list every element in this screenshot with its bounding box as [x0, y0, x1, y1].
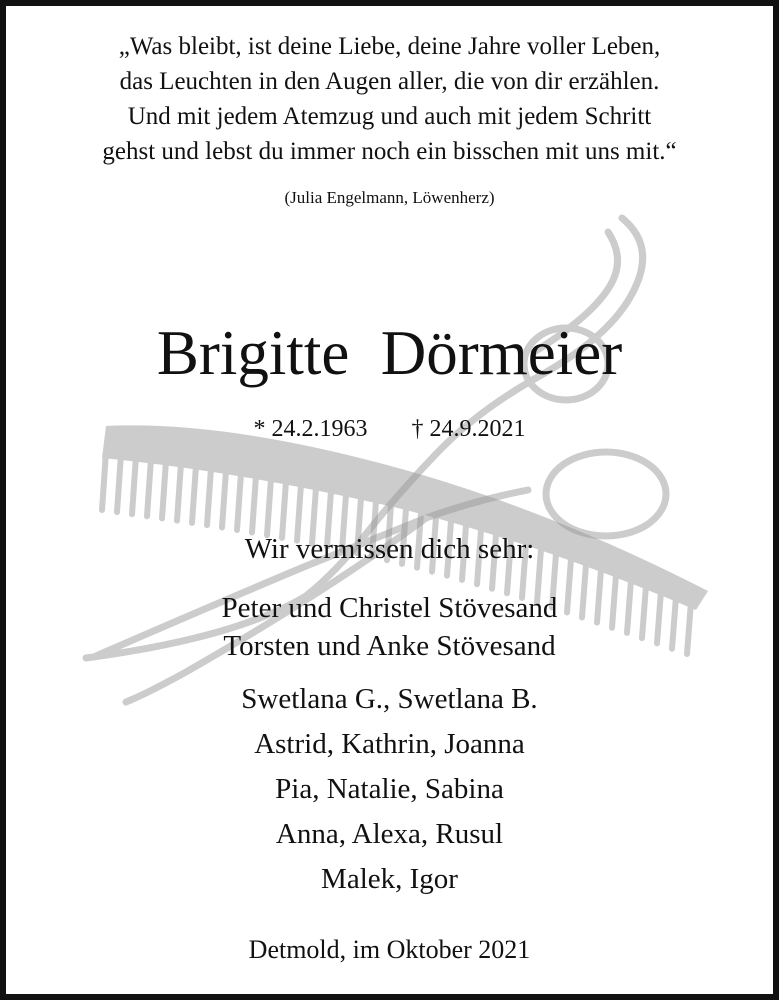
mourners-intro: Wir vermissen dich sehr: — [244, 533, 535, 565]
friends-line: Malek, Igor — [321, 863, 458, 895]
quote-line-2: das Leuchten in den Augen aller, die von dir erzählen. — [119, 68, 660, 95]
life-dates — [6, 416, 773, 443]
place-and-date: Detmold, im Oktober 2021 — [248, 935, 531, 964]
quote-line-3: Und mit jedem Atemzug und auch mit jedem Schritt — [127, 103, 652, 130]
friends-line: Swetlana G., Swetlana B. — [241, 683, 538, 715]
quote-source: (Julia Engelmann, Löwenherz) — [284, 188, 495, 207]
deceased-name: Brigitte Dörmeier — [156, 318, 623, 388]
relative-line: Torsten und Anke Stövesand — [223, 630, 556, 662]
relative-line: Peter und Christel Stövesand — [221, 592, 558, 624]
birth-date: * 24.2.1963 — [253, 416, 368, 442]
quote-line-1: „Was bleibt, ist deine Liebe, deine Jahre voller Leben, — [118, 33, 661, 60]
friends-line: Pia, Natalie, Sabina — [275, 773, 504, 805]
quote-line-4: gehst und lebst du immer noch ein bisschen mit uns mit.“ — [102, 138, 677, 165]
friends-line: Astrid, Kathrin, Joanna — [254, 728, 525, 760]
friends-line: Anna, Alexa, Rusul — [275, 818, 504, 850]
death-date: † 24.9.2021 — [411, 416, 526, 442]
